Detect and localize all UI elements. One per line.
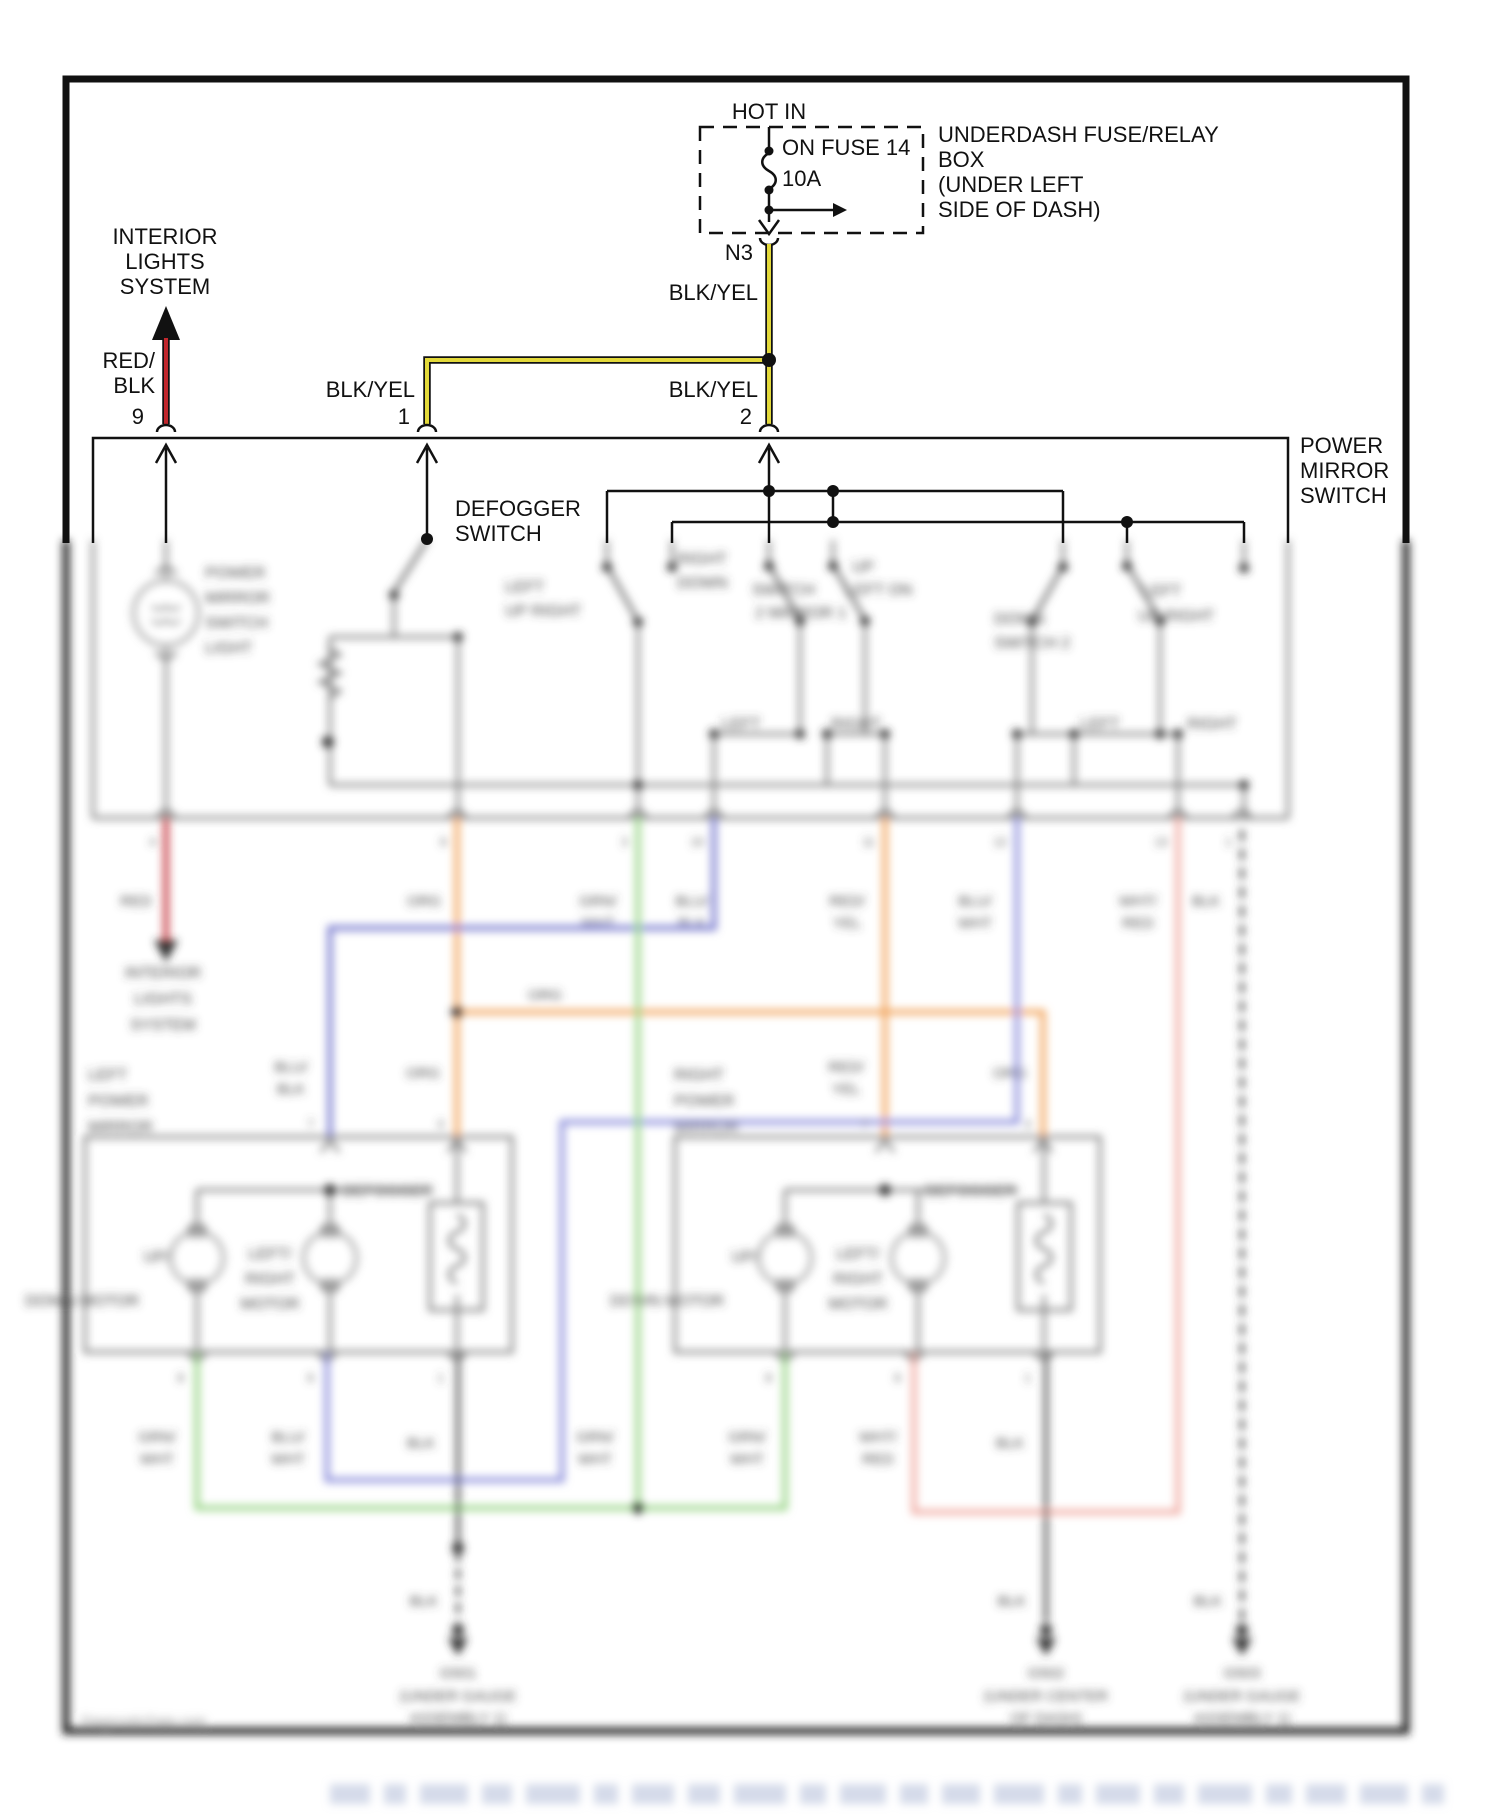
power-mirror-switch-label: POWER — [1300, 433, 1384, 458]
svg-text:BLK: BLK — [276, 1081, 306, 1098]
org-wire — [457, 818, 1043, 1137]
svg-text:11: 11 — [862, 835, 875, 849]
svg-text:RIGHT: RIGHT — [1187, 716, 1237, 733]
svg-text:DOWN MOTOR: DOWN MOTOR — [610, 1293, 725, 1310]
interior-lights-dest — [125, 965, 201, 1034]
svg-text:7: 7 — [861, 1117, 868, 1131]
svg-text:WHT: WHT — [580, 915, 616, 932]
svg-text:GRN/: GRN/ — [576, 1429, 614, 1446]
connector-bracket — [760, 238, 778, 245]
svg-text:GRN/: GRN/ — [728, 1429, 766, 1446]
svg-text:6: 6 — [440, 835, 447, 849]
svg-text:ASSEMBLY 1): ASSEMBLY 1) — [1193, 1710, 1291, 1727]
svg-text:1: 1 — [437, 1371, 444, 1385]
svg-text:LIGHTS: LIGHTS — [125, 249, 205, 274]
right-mirror-labels — [610, 1183, 1017, 1313]
svg-text:DOWN: DOWN — [994, 611, 1045, 628]
svg-text:GRN/: GRN/ — [579, 893, 617, 910]
svg-text:DEFOGGER: DEFOGGER — [342, 1183, 434, 1200]
svg-text:UNDERDASH FUSE/RELAY: UNDERDASH FUSE/RELAY — [938, 122, 1219, 147]
svg-text:BLU/: BLU/ — [271, 1429, 305, 1446]
connector-n3: N3 — [724, 240, 753, 265]
svg-text:6: 6 — [307, 1371, 314, 1385]
svg-text:ASSEMBLY 1): ASSEMBLY 1) — [409, 1710, 507, 1727]
svg-text:BLK: BLK — [997, 1593, 1026, 1610]
svg-text:MIRROR: MIRROR — [674, 1119, 739, 1136]
svg-text:(UNDER LEFT: (UNDER LEFT — [938, 172, 1084, 197]
svg-text:MOTOR: MOTOR — [828, 1296, 888, 1313]
svg-text:YEL: YEL — [832, 915, 862, 932]
svg-text:WHT/: WHT/ — [858, 1429, 898, 1446]
svg-text:ORG: ORG — [405, 1065, 441, 1082]
light-label: POWER — [205, 565, 266, 582]
blk-wires — [458, 830, 1242, 1622]
svg-text:SIDE OF DASH): SIDE OF DASH) — [938, 197, 1101, 222]
defogger-switch-label: DEFOGGER — [455, 496, 581, 521]
pin-1: 1 — [397, 404, 410, 429]
svg-text:UP RIGHT: UP RIGHT — [505, 603, 582, 620]
svg-text:MIRROR: MIRROR — [88, 1119, 153, 1136]
svg-text:BLK: BLK — [1193, 1593, 1222, 1610]
svg-text:(UNDER GAUGE: (UNDER GAUGE — [1183, 1688, 1301, 1705]
watermark: DiagnosticData.com — [81, 1713, 207, 1729]
arrow-right-icon — [833, 203, 847, 217]
svg-text:BLU/: BLU/ — [675, 893, 709, 910]
svg-text:SWITCH: SWITCH — [455, 521, 542, 546]
fuse-box-name — [938, 122, 1219, 222]
svg-text:RED: RED — [120, 893, 152, 910]
svg-text:4: 4 — [1024, 1117, 1031, 1131]
svg-text:WHT: WHT — [729, 1451, 765, 1468]
svg-text:WHT: WHT — [957, 915, 993, 932]
svg-text:BLU/: BLU/ — [958, 893, 992, 910]
svg-text:POWER: POWER — [88, 1093, 149, 1110]
svg-text:WHT: WHT — [139, 1451, 175, 1468]
svg-text:RED/: RED/ — [102, 348, 155, 373]
switch-pin-labels — [120, 835, 1232, 932]
svg-text:LEFT: LEFT — [88, 1067, 128, 1084]
svg-text:(UNDER GAUGE: (UNDER GAUGE — [399, 1688, 517, 1705]
svg-text:WHT: WHT — [577, 1451, 613, 1468]
svg-text:RED/: RED/ — [828, 1059, 864, 1076]
svg-text:MIRROR: MIRROR — [205, 590, 270, 607]
ground-icon — [448, 1638, 468, 1656]
blk-yel-label-top: BLK/YEL — [668, 280, 758, 305]
svg-text:13: 13 — [1154, 835, 1168, 849]
contact-label: LEFT — [505, 579, 545, 596]
svg-text:BLK: BLK — [1191, 893, 1221, 910]
svg-text:BLU/: BLU/ — [274, 1059, 308, 1076]
svg-text:RED: RED — [1122, 915, 1154, 932]
svg-text:OF DASH): OF DASH) — [1010, 1710, 1082, 1727]
svg-text:4: 4 — [149, 835, 156, 849]
bottom-wire-labels — [138, 1371, 1031, 1468]
svg-text:G502: G502 — [1027, 1665, 1065, 1682]
switch-interior-labels — [205, 551, 1237, 733]
svg-text:UP/: UP/ — [143, 1249, 170, 1266]
svg-text:LEFT: LEFT — [721, 716, 761, 733]
hot-in-label: HOT IN — [731, 99, 807, 124]
svg-text:ORG: ORG — [406, 893, 442, 910]
svg-text:1: 1 — [1225, 835, 1232, 849]
ground-icon — [1232, 1638, 1252, 1656]
svg-text:MOTOR: MOTOR — [240, 1296, 300, 1313]
svg-text:DOWN MOTOR: DOWN MOTOR — [25, 1293, 140, 1310]
svg-text:G501: G501 — [439, 1665, 477, 1682]
svg-text:RIGHT: RIGHT — [674, 1067, 724, 1084]
svg-text:BOX: BOX — [938, 147, 985, 172]
svg-text:RED/: RED/ — [829, 893, 865, 910]
svg-text:6: 6 — [894, 1371, 901, 1385]
svg-text:SWITCH 2: SWITCH 2 — [994, 635, 1071, 652]
svg-text:3: 3 — [621, 835, 628, 849]
svg-text:LEFT/: LEFT/ — [836, 1246, 880, 1263]
svg-text:POWER: POWER — [674, 1093, 735, 1110]
svg-text:BLK: BLK — [113, 373, 155, 398]
pin-2: 2 — [739, 404, 752, 429]
svg-text:RIGHT: RIGHT — [677, 551, 727, 568]
svg-text:(UNDER CENTER: (UNDER CENTER — [983, 1688, 1109, 1705]
svg-text:LIGHT: LIGHT — [205, 640, 253, 657]
svg-text:UP: UP — [852, 559, 875, 576]
blu-blk-wire — [330, 818, 714, 1137]
crisp-diagram-section — [66, 79, 1406, 546]
ground-g501 — [400, 1593, 517, 1727]
svg-text:8: 8 — [765, 1371, 772, 1385]
svg-text:RED: RED — [862, 1451, 894, 1468]
svg-text:BLK: BLK — [995, 1435, 1025, 1452]
right-mirror-box — [675, 1137, 1100, 1359]
svg-text:RIGHT: RIGHT — [831, 716, 881, 733]
svg-text:WHT: WHT — [270, 1451, 306, 1468]
svg-text:RIGHT: RIGHT — [833, 1271, 883, 1288]
svg-text:G503: G503 — [1223, 1665, 1261, 1682]
blurred-diagram-section — [25, 540, 1444, 1804]
blk-yel-label-1: BLK/YEL — [325, 377, 415, 402]
svg-text:10: 10 — [690, 835, 704, 849]
svg-text:SWITCH: SWITCH — [205, 615, 269, 632]
svg-text:8: 8 — [177, 1371, 184, 1385]
svg-text:12: 12 — [993, 835, 1007, 849]
svg-text:7: 7 — [307, 1117, 314, 1131]
svg-text:BLK: BLK — [409, 1593, 438, 1610]
left-mirror-box — [85, 1137, 512, 1359]
org-branch-label: ORG — [527, 987, 563, 1004]
svg-text:INTERIOR: INTERIOR — [124, 965, 202, 982]
fuse-name: ON FUSE 14 — [782, 135, 911, 160]
svg-text:INTERIOR: INTERIOR — [112, 224, 218, 249]
svg-text:RIGHT: RIGHT — [245, 1271, 295, 1288]
svg-text:BLK: BLK — [677, 915, 707, 932]
svg-text:UP RIGHT: UP RIGHT — [1138, 608, 1215, 625]
svg-text:GRN/: GRN/ — [138, 1429, 176, 1446]
svg-text:MIRROR: MIRROR — [1300, 458, 1390, 483]
svg-text:LEFT: LEFT — [1080, 716, 1120, 733]
svg-text:ORG: ORG — [992, 1065, 1028, 1082]
svg-text:SYSTEM: SYSTEM — [119, 274, 211, 299]
outer-border — [66, 79, 1406, 543]
footer-dashes — [330, 1784, 1444, 1804]
svg-text:2 MIRROR 1: 2 MIRROR 1 — [755, 605, 847, 622]
ground-icon — [1036, 1638, 1056, 1656]
fuse-amps: 10A — [782, 166, 822, 191]
svg-text:BLK: BLK — [406, 1435, 436, 1452]
svg-text:SYSTEM: SYSTEM — [130, 1017, 196, 1034]
switch-box-top — [93, 425, 1288, 543]
svg-text:YEL: YEL — [831, 1081, 861, 1098]
pin-9: 9 — [131, 404, 144, 429]
svg-text:UP/: UP/ — [731, 1249, 758, 1266]
svg-text:SWITCH: SWITCH — [1300, 483, 1387, 508]
svg-text:WHT/: WHT/ — [1118, 893, 1158, 910]
svg-text:DEFOGGER: DEFOGGER — [925, 1183, 1017, 1200]
svg-text:4: 4 — [437, 1117, 444, 1131]
svg-text:SWITCH: SWITCH — [752, 582, 816, 599]
svg-text:LEFT ON: LEFT ON — [845, 582, 913, 599]
interior-lights-top — [102, 224, 217, 429]
svg-text:LIGHTS: LIGHTS — [134, 991, 192, 1008]
arrow-up-icon — [152, 306, 180, 340]
svg-text:LEFT: LEFT — [1142, 583, 1182, 600]
svg-text:DOWN: DOWN — [677, 575, 728, 592]
interior-lights-arrow-down — [154, 940, 178, 962]
blk-yel-label-2: BLK/YEL — [668, 377, 758, 402]
svg-text:LEFT/: LEFT/ — [248, 1246, 292, 1263]
svg-text:1: 1 — [1024, 1371, 1031, 1385]
